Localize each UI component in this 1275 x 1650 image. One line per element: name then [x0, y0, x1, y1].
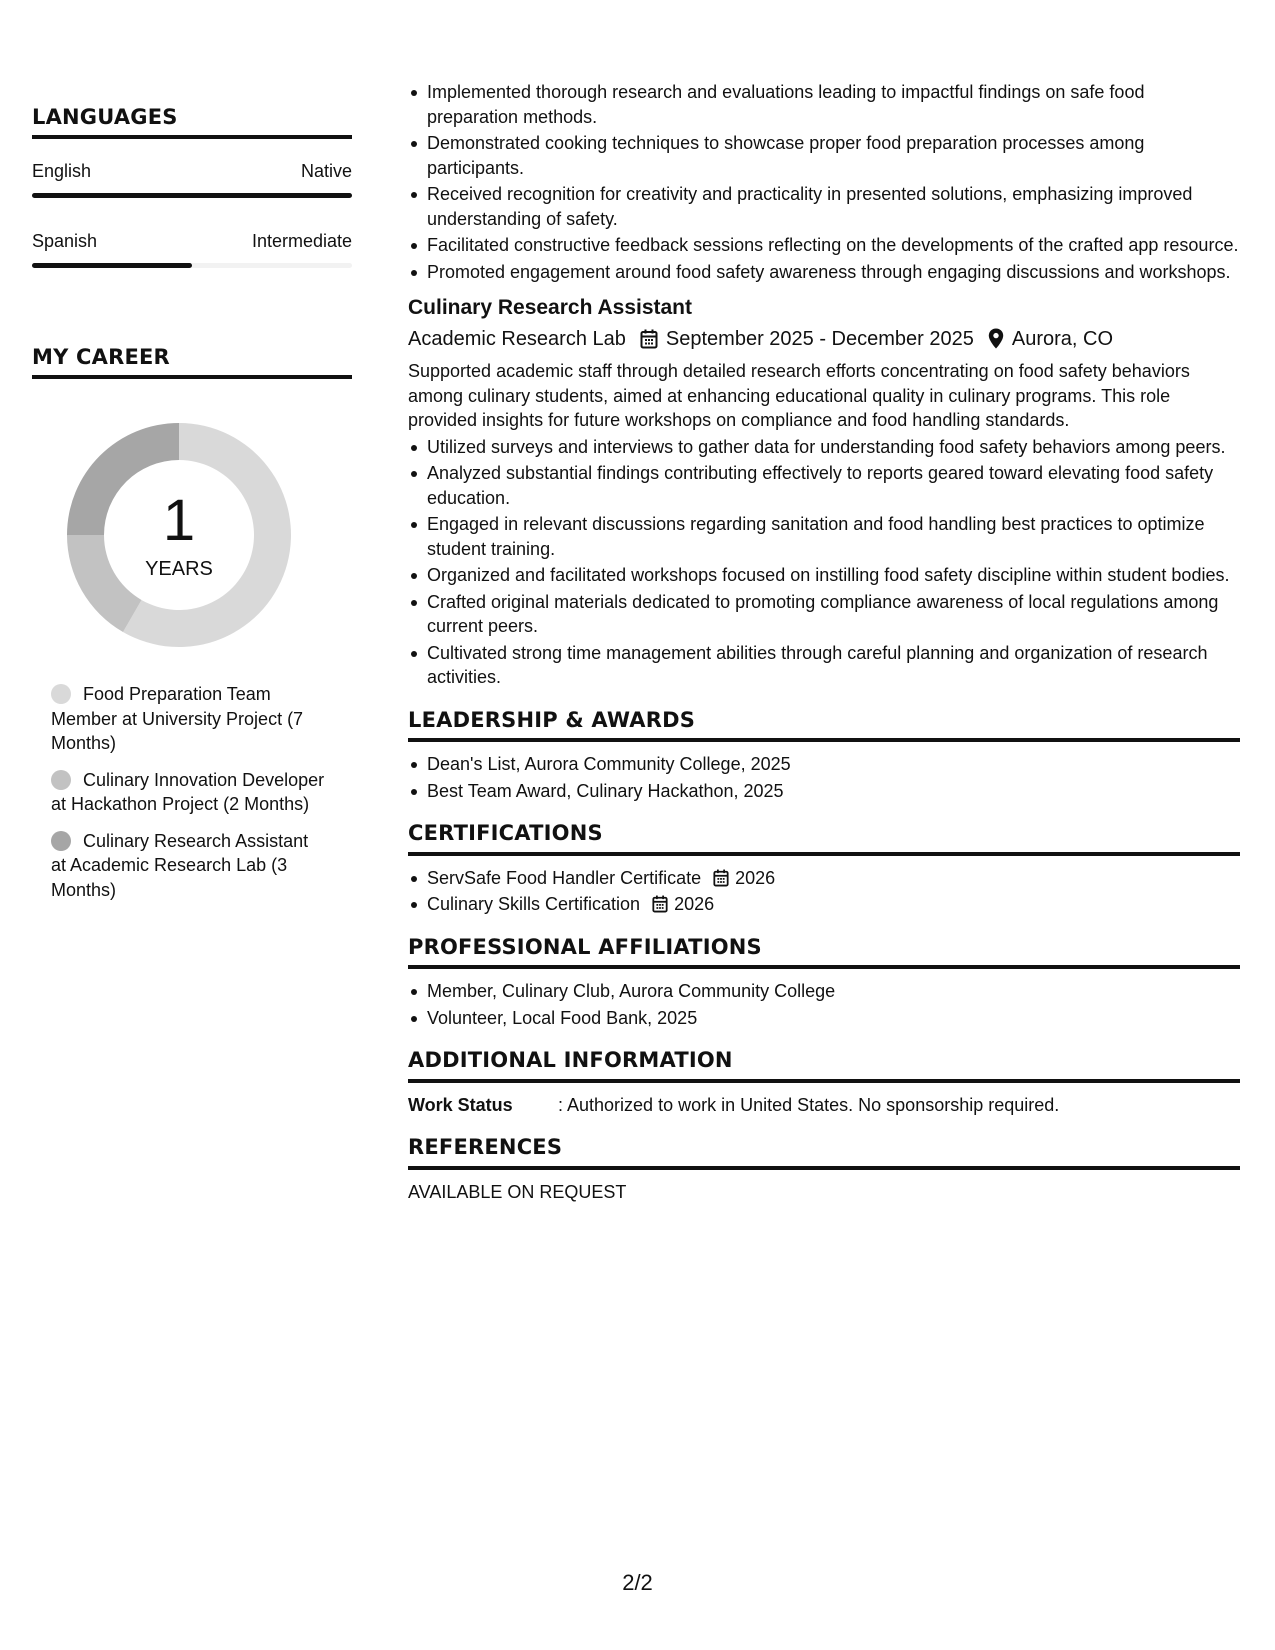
certifications-list [408, 866, 1240, 917]
right-column [408, 0, 1240, 1204]
job-title: Culinary Research Assistant [408, 296, 693, 319]
language-row [32, 161, 352, 182]
map-pin-icon [988, 328, 1004, 349]
page-number: 2/2 [622, 1570, 653, 1595]
language-proficiency-fill [32, 193, 352, 198]
affiliations-heading: PROFESSIONAL AFFILIATIONS [408, 935, 1240, 970]
bullet-item: Engaged in relevant discussions regarding sanitation and food handling best practices to optimize student training. [408, 512, 1240, 561]
certification-year: 2026 [735, 867, 776, 888]
language-level: Intermediate [251, 231, 352, 251]
certification-name: ServSafe Food Handler Certificate [427, 867, 702, 888]
certification-year: 2026 [674, 894, 715, 914]
bullet-item: Utilized surveys and interviews to gather data for understanding food safety behaviors among peers. [408, 435, 1240, 460]
career-legend-item [51, 829, 326, 903]
certification-name: Culinary Skills Certification [427, 894, 641, 914]
bullet-item: Analyzed substantial findings contributing effectively to reports geared toward elevating food safety education. [408, 461, 1240, 510]
donut-segment-2 [67, 535, 142, 632]
bullet-item: Implemented thorough research and evaluations leading to impactful findings on safe food preparation methods. [408, 80, 1240, 129]
list-item: Best Team Award, Culinary Hackathon, 2025 [408, 779, 1240, 804]
references-text: AVAILABLE ON REQUEST [408, 1181, 627, 1202]
career-legend-label: Culinary Innovation Developer at Hackathon Project (2 Months) [51, 769, 325, 814]
career-legend [51, 682, 326, 914]
career-total-number: 1 [162, 488, 196, 553]
career-total-unit: YEARS [145, 558, 213, 580]
language-proficiency-fill [32, 263, 192, 268]
job-description: Supported academic staff through detailed research efforts concentrating on food safety behaviors among culinary students, aimed at enhancing educational quality in culinary programs. This role provided insights for future workshops on compliance and food handling standards. [408, 361, 1190, 430]
calendar-icon [713, 869, 729, 887]
work-status-label: Work Status [408, 1094, 513, 1115]
languages-heading: LANGUAGES [32, 105, 352, 139]
affiliations-list [408, 979, 1240, 1030]
career-legend-item [51, 682, 326, 756]
previous-job-bullets [408, 80, 1240, 284]
calendar-icon [652, 895, 668, 913]
bullet-item: Organized and facilitated workshops focused on instilling food safety discipline within student bodies. [408, 563, 1240, 588]
language-name: Spanish [32, 231, 98, 251]
certifications-heading: CERTIFICATIONS [408, 821, 1240, 856]
list-item: Volunteer, Local Food Bank, 2025 [408, 1006, 1240, 1031]
career-legend-item [51, 768, 326, 817]
bullet-item: Facilitated constructive feedback sessions reflecting on the developments of the crafted app resource. [408, 233, 1240, 258]
work-status-value: : Authorized to work in United States. No sponsorship required. [558, 1094, 1060, 1115]
list-item: Dean's List, Aurora Community College, 2025 [408, 752, 1240, 777]
references-heading: REFERENCES [408, 1135, 1240, 1170]
job-location: Aurora, CO [1011, 327, 1114, 350]
job-bullets [408, 435, 1240, 690]
job-meta [408, 327, 1240, 352]
career-donut-chart [64, 420, 294, 650]
bullet-item: Crafted original materials dedicated to promoting compliance awareness of local regulations among current peers. [408, 590, 1240, 639]
leadership-heading: LEADERSHIP & AWARDS [408, 708, 1240, 743]
language-level: Native [300, 161, 352, 181]
language-proficiency-bar [32, 263, 352, 268]
language-row [32, 231, 352, 252]
legend-dot [51, 831, 71, 851]
additional-info-heading: ADDITIONAL INFORMATION [408, 1048, 1240, 1083]
work-status-row [408, 1093, 1240, 1118]
leadership-list [408, 752, 1240, 803]
career-heading: MY CAREER [32, 345, 352, 379]
career-legend-label: Culinary Research Assistant at Academic Research Lab (3 Months) [51, 830, 309, 900]
language-name: English [32, 161, 92, 181]
language-proficiency-bar [32, 193, 352, 198]
bullet-item: Promoted engagement around food safety awareness through engaging discussions and workshops. [408, 260, 1240, 285]
list-item [408, 892, 1240, 917]
calendar-icon [640, 329, 658, 349]
list-item: Member, Culinary Club, Aurora Community College [408, 979, 1240, 1004]
career-legend-label: Food Preparation Team Member at University Project (7 Months) [51, 684, 304, 753]
job-dates: September 2025 - December 2025 [665, 327, 974, 350]
bullet-item: Received recognition for creativity and practicality in presented solutions, emphasizing improved understanding of safety. [408, 182, 1240, 231]
legend-dot [51, 684, 71, 704]
bullet-item: Demonstrated cooking techniques to showcase proper food preparation processes among participants. [408, 131, 1240, 180]
job-company: Academic Research Lab [408, 327, 626, 350]
legend-dot [51, 770, 71, 790]
list-item [408, 866, 1240, 891]
bullet-item: Cultivated strong time management abilities through careful planning and organization of research activities. [408, 641, 1240, 690]
